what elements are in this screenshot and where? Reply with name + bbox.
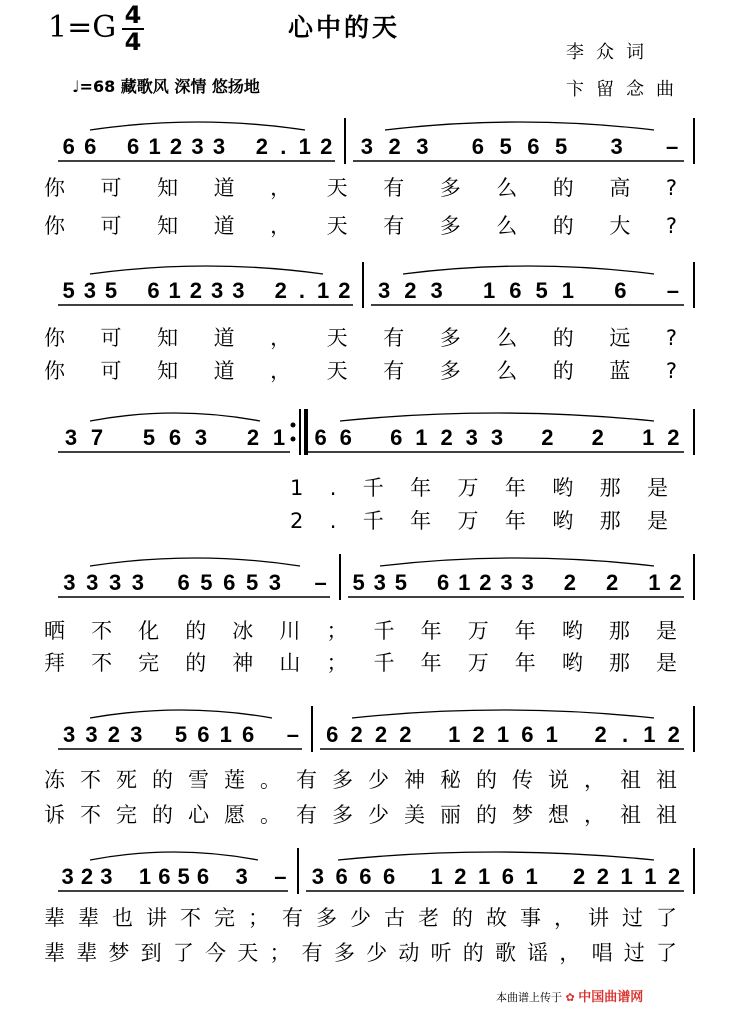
note-glyph: 1 [298,134,311,159]
note-glyph: 3 [130,722,143,747]
note-glyph: 1 [648,570,661,595]
note-glyph: – [666,134,679,159]
note-glyph: 1 [272,425,286,450]
note-glyph: 2 [591,425,604,450]
slur-arc [90,710,272,718]
note-glyph: . [280,134,287,159]
note-glyph: 2 [350,722,363,747]
note-glyph: 2 [189,278,203,303]
note-glyph: 6 [196,864,210,889]
slur-arc [90,852,258,860]
note-glyph: 5 [352,570,365,595]
note-glyph: 6 [177,570,190,595]
note-glyph: 1 [478,864,491,889]
note-glyph: 2 [274,278,287,303]
note-glyph: 5 [555,134,568,159]
note-glyph: 2 [169,134,183,159]
time-signature-top: 4 [124,1,142,29]
note-glyph: 5 [177,864,190,889]
key-signature: 1=G [48,10,117,45]
note-glyph: 3 [610,134,623,159]
note-glyph: 2 [669,570,682,595]
note-glyph: 3 [416,134,429,159]
note-glyph: 3 [83,278,96,303]
note-glyph: – [314,570,327,595]
slur-arc [90,266,323,274]
slur-arc [380,558,654,566]
slur-arc [352,710,654,718]
lyric-line-1-1: 你可知道，天有多么的高? [44,176,680,200]
lyric-line-6-1: 辈辈也讲不完；有多少古老的故事，讲过了 [44,906,680,930]
note-glyph: 2 [80,864,94,889]
note-glyph: 1 [525,864,538,889]
note-glyph: 6 [335,864,348,889]
lyric-line-4-2: 拜不完的神山；千年万年哟那是 [44,651,680,675]
lyric-line-3-1: 1.千年万年哟那是 [290,476,680,500]
note-glyph: 3 [63,570,76,595]
note-glyph: 1 [148,134,161,159]
slur-arc [340,413,654,421]
note-glyph: 1 [430,864,443,889]
note-glyph: 6 [390,425,403,450]
note-glyph: 2 [668,864,681,889]
note-glyph: 3 [210,278,224,303]
slur-arc [90,558,300,566]
note-glyph: 2 [404,278,417,303]
note-glyph: 1 [448,722,461,747]
note-glyph: 3 [373,570,386,595]
note-glyph: 1 [620,864,633,889]
song-title: 心中的天 [288,13,401,42]
note-glyph: 1 [496,722,510,747]
note-glyph: 3 [64,425,78,450]
note-glyph: 6 [314,425,327,450]
slur-arc [90,122,305,130]
note-glyph: 3 [360,134,373,159]
note-glyph: 2 [563,570,576,595]
note-glyph: 6 [471,134,484,159]
note-glyph: 6 [326,722,339,747]
time-signature-bottom: 4 [124,28,142,56]
note-glyph: 3 [61,864,74,889]
note-glyph: 2 [399,722,412,747]
note-glyph: 5 [535,278,548,303]
note-glyph: 6 [158,864,171,889]
lyric-line-6-2: 辈辈梦到了今天；有多少动听的歌谣，唱过了 [44,941,680,965]
note-glyph: 1 [168,278,181,303]
note-glyph: 1 [219,722,232,747]
note-glyph: 3 [490,425,504,450]
note-glyph: 6 [436,570,450,595]
note-glyph: 2 [374,722,388,747]
tempo-marking: ♩=68 藏歌风 深情 悠扬地 [72,77,260,96]
lyricist-credit: 李众词 [566,42,656,63]
note-glyph: 2 [667,722,680,747]
lyric-line-5-1: 冻不死的雪莲。有多少神秘的传说，祖祖 [44,768,680,792]
footer-site: 中国曲谱网 [578,990,644,1005]
note-glyph: 1 [643,722,656,747]
note-glyph: 1 [415,425,428,450]
lyric-line-1-2: 你可知道，天有多么的大? [44,214,680,238]
note-glyph: 1 [561,278,574,303]
note-glyph: 2 [388,134,401,159]
note-glyph: 6 [509,278,522,303]
note-glyph: 2 [596,864,609,889]
note-glyph: 6 [197,722,210,747]
note-glyph: 2 [472,722,485,747]
note-glyph: 6 [501,864,514,889]
note-glyph: – [274,864,287,889]
note-glyph: 3 [521,570,534,595]
note-glyph: 5 [394,570,407,595]
note-glyph: 3 [194,425,208,450]
note-glyph: 5 [62,278,75,303]
note-glyph: 6 [614,278,627,303]
note-glyph: 3 [378,278,391,303]
site-logo-icon: ✿ [565,991,575,1004]
composer-credit: 卞留念曲 [566,79,686,100]
note-glyph: 3 [268,570,282,595]
note-glyph: 1 [138,864,152,889]
note-glyph: 2 [255,134,269,159]
note-glyph: 6 [84,134,97,159]
note-glyph: 6 [521,722,534,747]
note-glyph: 1 [458,570,471,595]
slur-arc [403,266,654,274]
note-glyph: 3 [430,278,443,303]
note-glyph: 3 [100,864,113,889]
note-glyph: 2 [594,722,607,747]
note-glyph: 2 [605,570,619,595]
note-glyph: 6 [126,134,140,159]
note-glyph: 6 [241,722,255,747]
note-glyph: 2 [320,134,333,159]
slur-arc [90,413,260,421]
footer-prefix: 本曲谱上传于 [496,991,562,1004]
note-glyph: 6 [383,864,396,889]
note-glyph: . [621,722,629,747]
note-glyph: 2 [541,425,554,450]
note-glyph: 3 [191,134,204,159]
note-glyph: 3 [500,570,513,595]
note-glyph: 3 [232,278,245,303]
lyric-line-3-2: 2.千年万年哟那是 [290,509,680,533]
note-glyph: 3 [311,864,324,889]
note-glyph: 3 [86,570,99,595]
note-glyph: 6 [359,864,372,889]
lyric-line-5-2: 诉不完的心愿。有多少美丽的梦想，祖祖 [44,803,680,827]
note-glyph: 3 [212,134,226,159]
upload-footer [496,986,643,1005]
note-glyph: 6 [223,570,236,595]
note-glyph: 3 [108,570,122,595]
note-glyph: 5 [174,722,188,747]
lyric-line-4-1: 晒不化的冰川；千年万年哟那是 [44,619,680,643]
note-glyph: 2 [107,722,121,747]
note-glyph: . [298,278,306,303]
note-glyph: 5 [142,425,156,450]
note-glyph: 3 [63,722,76,747]
note-glyph: 5 [499,134,512,159]
slur-arc [385,122,654,130]
note-glyph: 1 [644,864,657,889]
note-glyph: 2 [454,864,467,889]
note-glyph: 1 [317,278,330,303]
note-glyph: – [286,722,299,747]
note-glyph: 2 [479,570,492,595]
note-glyph: 1 [483,278,496,303]
note-glyph: 2 [667,425,680,450]
note-glyph: 6 [527,134,540,159]
note-glyph: 1 [642,425,655,450]
note-glyph: 3 [131,570,145,595]
note-glyph: 5 [200,570,213,595]
note-glyph: 6 [339,425,352,450]
note-glyph: 3 [85,722,98,747]
note-glyph: 6 [62,134,75,159]
note-glyph: 5 [245,570,259,595]
repeat-dot [291,437,296,442]
note-glyph: 6 [168,425,182,450]
note-glyph: 3 [235,864,248,889]
lyric-line-2-1: 你可知道，天有多么的远? [44,326,680,350]
slur-arc [338,852,654,860]
note-glyph: 5 [104,278,118,303]
note-glyph: 2 [573,864,586,889]
repeat-dot [291,423,296,428]
note-glyph: 2 [338,278,351,303]
note-glyph: 2 [246,425,260,450]
note-glyph: 6 [147,278,160,303]
note-glyph: 3 [465,425,478,450]
note-glyph: – [666,278,679,303]
lyric-line-2-2: 你可知道，天有多么的蓝? [44,359,680,383]
note-glyph: 2 [440,425,453,450]
note-glyph: 7 [90,425,104,450]
note-glyph: 1 [545,722,558,747]
